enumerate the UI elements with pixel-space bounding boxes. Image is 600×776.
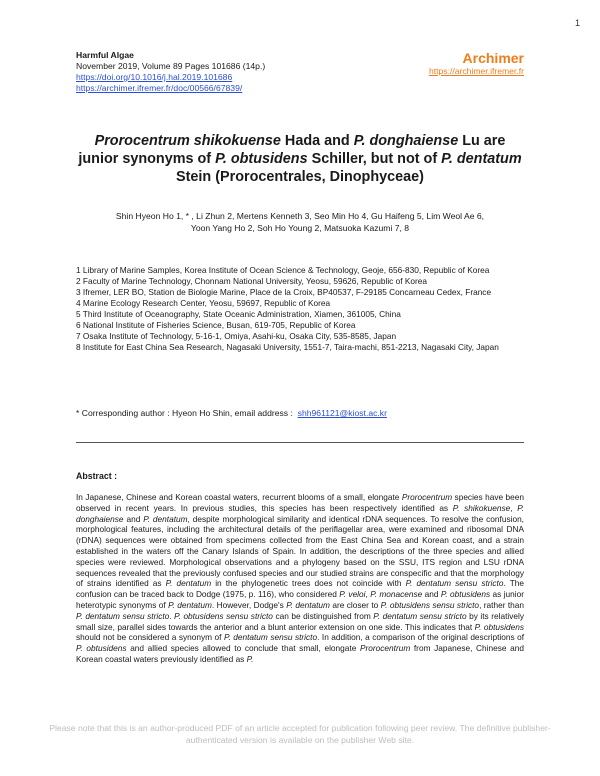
affiliation-item: 7 Osaka Institute of Technology, 5-16-1, Omiya, Asahi-ku, Osaka City, 535-8585, Japan — [76, 331, 397, 341]
author-line: Yoon Yang Ho 2, Soh Ho Young 2, Matsuoka Kazumi 7, 8 — [190, 223, 410, 233]
affiliation-list — [76, 265, 524, 353]
page-number: 1 — [574, 18, 580, 28]
abstract-heading: Abstract : — [76, 471, 118, 481]
affiliation-item: 8 Institute for East China Sea Research, Nagasaki University, 1551-7, Taira-machi, 851-2213, Nagasaki City, Japan — [76, 342, 499, 352]
corresponding-text: * Corresponding author : Hyeon Ho Shin, email address : — [76, 408, 293, 418]
section-divider — [76, 442, 524, 443]
journal-citation: November 2019, Volume 89 Pages 101686 (14p.) — [76, 61, 266, 71]
corresponding-author — [76, 408, 524, 419]
affiliation-item: 4 Marine Ecology Research Center, Yeosu, 59697, Republic of Korea — [76, 298, 331, 308]
affiliation-item: 6 National Institute of Fisheries Science, Busan, 619-705, Republic of Korea — [76, 320, 356, 330]
affiliation-item: 1 Library of Marine Samples, Korea Institute of Ocean Science & Technology, Geoje, 656-830, Republic of Korea — [76, 265, 490, 275]
paper-title: Prorocentrum shikokuense Hada and P. donghaiense Lu are junior synonyms of P. obtusidens Schiller, but not of P. dentatum Stein (Prorocentrales, Dinophyceae) — [78, 133, 522, 185]
affiliation-item: 2 Faculty of Marine Technology, Chonnam National University, Yeosu, 59626, Republic of Korea — [76, 276, 427, 286]
doi-link[interactable]: https://doi.org/10.1016/j.hal.2019.101686 — [76, 72, 233, 82]
author-list — [76, 210, 524, 234]
email-link[interactable]: shh961121@kiost.ac.kr — [297, 408, 387, 418]
abstract-text: In Japanese, Chinese and Korean coastal waters, recurrent blooms of a small, elongate Prorocentrum species have been observed in recent years. In previous studies, this species has been respectively identified as P. shikokuense, P. donghaiense and P. dentatum, despite morphological similarity and identical rDNA sequences. To resolve the confusion, morphological features, including the architectural details of the periflagellar area, were examined and ribosomal DNA (rDNA) sequences were obtained from specimens collected from the East China Sea and Korean coast, and a strain established in the waters off the Canary Islands of Spain. In addition, the descriptions of the three species and allied species were reviewed. Morphological observations and a phylogeny based on the SSU, ITS region and LSU rDNA sequences revealed that the previously confused species and our studied strains are conspecific and that the morphology of strains identified as P. dentatum in the phylogenetic trees does not coincide with P. dentatum sensu stricto. The confusion can be traced back to Dodge (1975, p. 116), who considered P. veloi, P. monacense and P. obtusidens as junior heterotypic synonyms of P. dentatum. However, Dodge's P. dentatum are closer to P. obtusidens sensu stricto, rather than P. dentatum sensu stricto. P. obtusidens sensu stricto can be distinguished from P. dentatum sensu stricto by its relatively small size, parallel sides towards the anterior and a blunt anterior extension on one side. This indicates that P. obtusidens should not be considered a synonym of P. dentatum sensu stricto. In addition, a comparison of the original descriptions of P. obtusidens and allied species allowed to conclude that small, elongate Prorocentrum from Japanese, Chinese and Korean coastal waters previously identified as P. — [76, 492, 525, 664]
journal-name: Harmful Algae — [76, 50, 134, 60]
affiliation-item: 3 Ifremer, LER BO, Station de Biologie Marine, Place de la Croix, BP40537, F-29185 Concarneau Cedex, France — [76, 287, 492, 297]
archimer-link[interactable]: https://archimer.ifremer.fr — [428, 66, 524, 76]
journal-header — [76, 50, 265, 94]
footer-notice: Please note that this is an author-produced PDF of an article accepted for publication following peer review. The definitive publisher-authenticated version is available on the publisher Web site. — [49, 723, 551, 745]
archimer-logo-block — [429, 50, 524, 76]
affiliation-item: 5 Third Institute of Oceanography, State Oceanic Administration, Xiamen, 361005, China — [76, 309, 401, 319]
archive-link[interactable]: https://archimer.ifremer.fr/doc/00566/67839/ — [76, 83, 243, 93]
archimer-logo: Archimer — [462, 50, 524, 66]
author-line: Shin Hyeon Ho 1, * , Li Zhun 2, Mertens Kenneth 3, Seo Min Ho 4, Gu Haifeng 5, Lim Weol Ae 6, — [115, 211, 485, 221]
